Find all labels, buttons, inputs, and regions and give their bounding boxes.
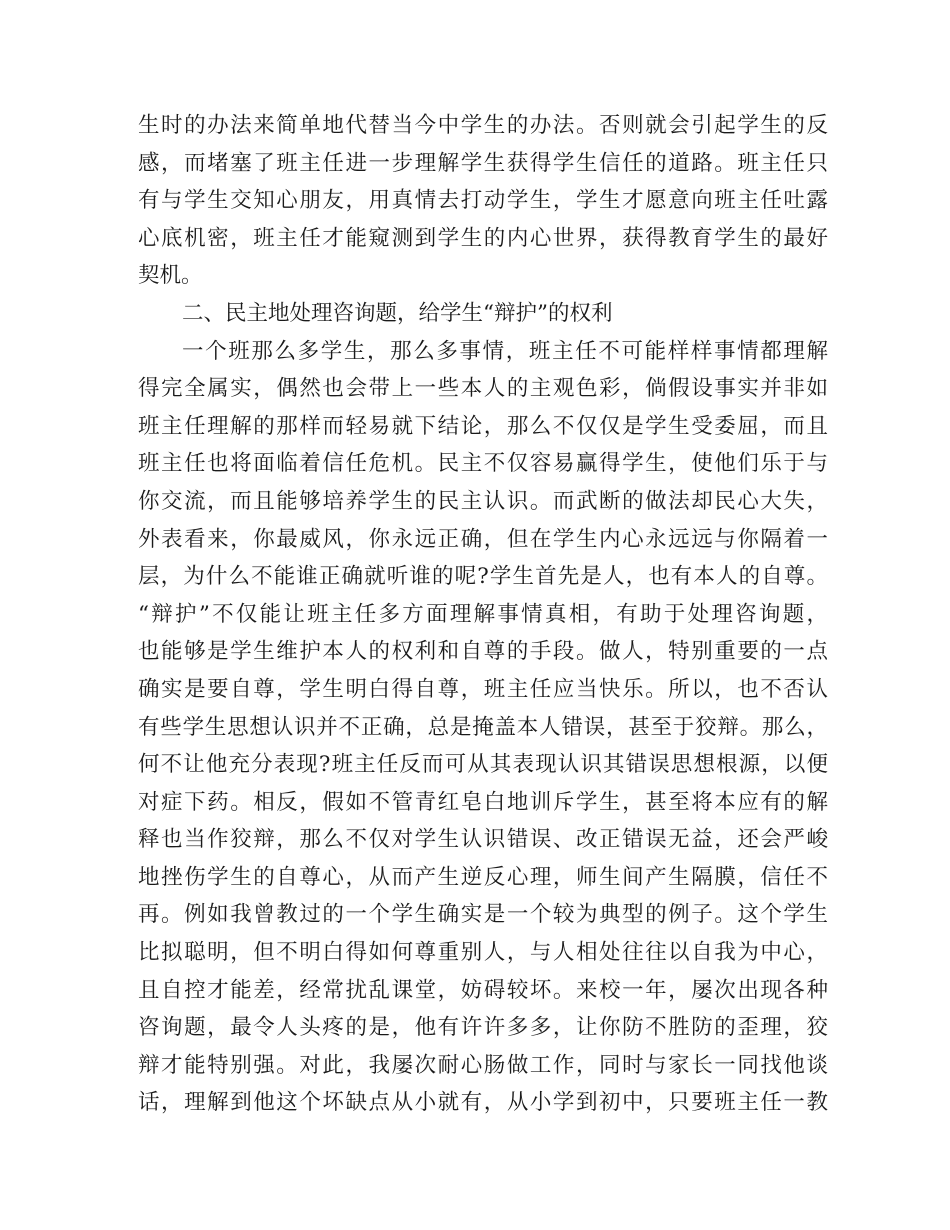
paragraph-2-line: 辩才能特别强。对此，我屡次耐心肠做工作，同时与家长一同找他谈 — [138, 1052, 828, 1078]
paragraph-1-line: 有与学生交知心朋友，用真情去打动学生，学生才愿意向班主任吐露 — [138, 188, 828, 214]
paragraph-2-line: 班主任理解的那样而轻易就下结论，那么不仅仅是学生受委屈，而且 — [138, 413, 828, 439]
paragraph-2-line: 对症下药。相反，假如不管青红皂白地训斥学生，甚至将本应有的解 — [138, 789, 828, 815]
paragraph-2-line: 有些学生思想认识并不正确，总是掩盖本人错误，甚至于狡辩。那么， — [138, 714, 828, 740]
paragraph-2-line: 话，理解到他这个坏缺点从小就有，从小学到初中，只要班主任一教 — [138, 1090, 828, 1116]
paragraph-2-line: 得完全属实，偶然也会带上一些本人的主观色彩，倘假设事实并非如 — [138, 376, 828, 402]
paragraph-2-line: 确实是要自尊，学生明白得自尊，班主任应当快乐。所以，也不否认 — [138, 676, 828, 702]
paragraph-1-line: 感，而堵塞了班主任进一步理解学生获得学生信任的道路。班主任只 — [138, 150, 828, 176]
section-heading: 二、民主地处理咨询题，给学生“辩护”的权利 — [182, 300, 613, 326]
paragraph-2-line: 释也当作狡辩，那么不仅对学生认识错误、改正错误无益，还会严峻 — [138, 827, 828, 853]
paragraph-2-line: 比拟聪明，但不明白得如何尊重别人，与人相处往往以自我为中心， — [138, 940, 828, 966]
document-body — [138, 107, 828, 1122]
paragraph-1-line: 心底机密，班主任才能窥测到学生的内心世界，获得教育学生的最好 — [138, 225, 828, 251]
paragraph-2-line: 外表看来，你最威风，你永远正确，但在学生内心永远远与你隔着一 — [138, 526, 828, 552]
paragraph-2-line: 且自控才能差，经常扰乱课堂，妨碍较坏。来校一年，屡次出现各种 — [138, 977, 828, 1003]
paragraph-2-line: 一个班那么多学生，那么多事情，班主任不可能样样事情都理解 — [182, 338, 828, 364]
paragraph-1-line: 契机。 — [138, 263, 203, 289]
paragraph-2-line: 再。例如我曾教过的一个学生确实是一个较为典型的例子。这个学生 — [138, 902, 828, 928]
paragraph-2-line: 咨询题，最令人头疼的是，他有许许多多，让你防不胜防的歪理，狡 — [138, 1015, 828, 1041]
paragraph-2-line: 地挫伤学生的自尊心，从而产生逆反心理，师生间产生隔膜，信任不 — [138, 864, 828, 890]
paragraph-2-line: 你交流，而且能够培养学生的民主认识。而武断的做法却民心大失， — [138, 488, 828, 514]
paragraph-2-line: “辩护”不仅能让班主任多方面理解事情真相，有助于处理咨询题， — [138, 601, 828, 627]
paragraph-2-line: 也能够是学生维护本人的权利和自尊的手段。做人，特别重要的一点 — [138, 639, 828, 665]
paragraph-1-line: 生时的办法来简单地代替当今中学生的办法。否则就会引起学生的反 — [138, 113, 828, 138]
paragraph-2-line: 何不让他充分表现?班主任反而可从其表现认识其错误思想根源，以便 — [138, 752, 828, 778]
paragraph-2-line: 班主任也将面临着信任危机。民主不仅容易赢得学生，使他们乐于与 — [138, 451, 828, 477]
paragraph-2-line: 层，为什么不能谁正确就听谁的呢?学生首先是人，也有本人的自尊。 — [138, 564, 828, 590]
